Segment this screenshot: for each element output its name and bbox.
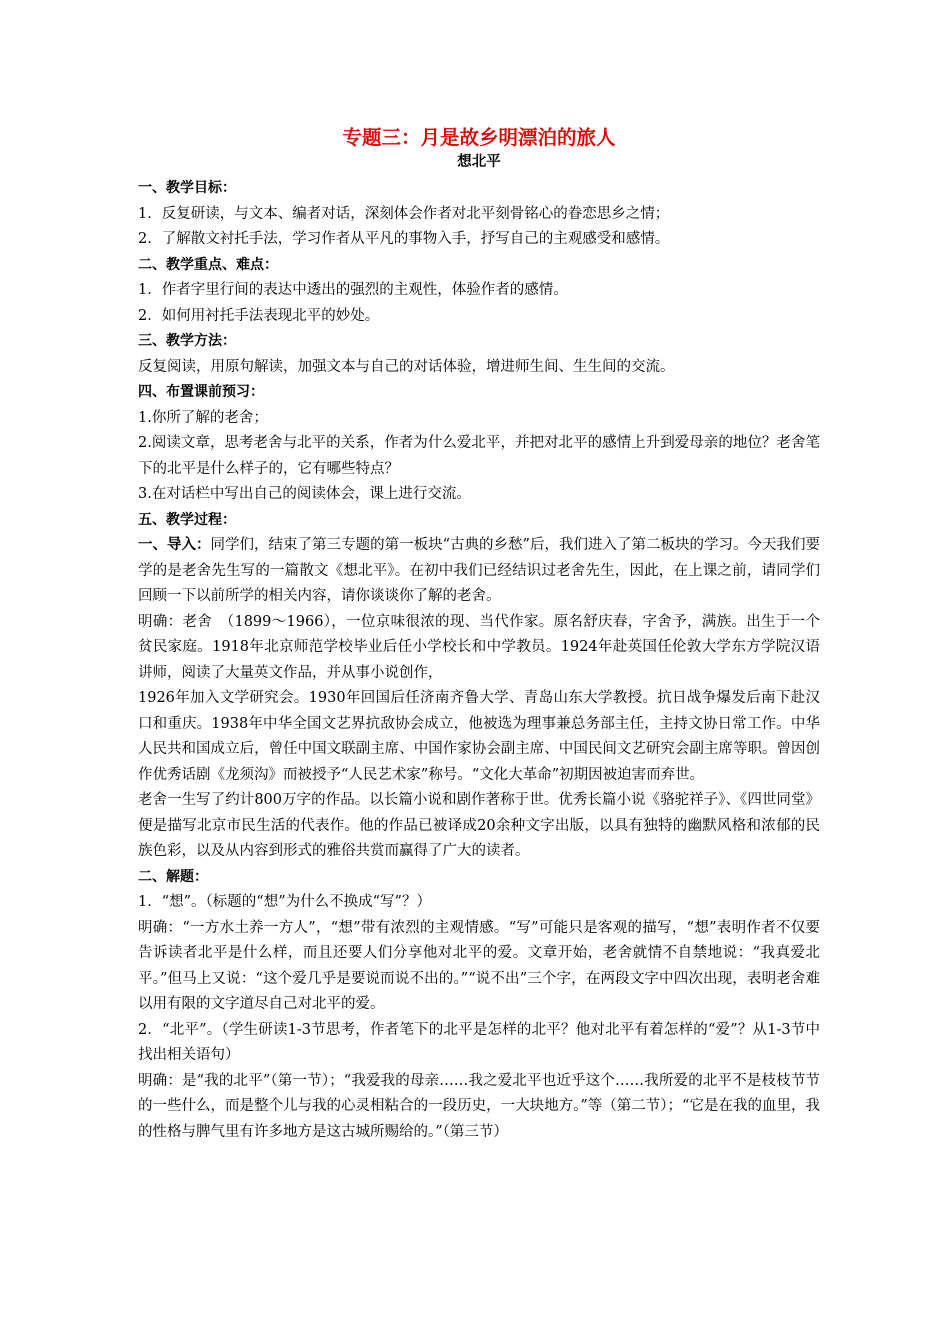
preview-item: 1.你所了解的老舍； (138, 409, 268, 426)
section-heading-title-analysis: 二、解题： (138, 868, 208, 885)
document-page (138, 120, 820, 1145)
document-title: 专题三：月是故乡明漂泊的旅人 (342, 126, 616, 149)
objective-item: 1．反复研读，与文本、编者对话，深刻体会作者对北平刻骨铭心的眷恋思乡之情； (138, 205, 670, 222)
section-heading-methods: 三、教学方法： (138, 333, 236, 349)
bio-paragraph: 1926年加入文学研究会。1930年回国后任济南齐鲁大学、青岛山东大学教授。抗日战争爆发后南下赴汉口和重庆。1938年中华全国文艺界抗敌协会成立，他被选为理事兼总务部主任，主持文协日常工作。中华人民共和国成立后，曾任中国文联副主席、中国作家协会副主席、中国民间文艺研究会副主席等职。曾因创作优秀话剧《龙须沟》而被授予“人民艺术家”称号。“文化大革命”初期因被迫害而弃世。 (138, 690, 820, 783)
intro-label: 一、导入： (138, 537, 211, 553)
key-point-item: 2．如何用衬托手法表现北平的妙处。 (138, 307, 380, 324)
question-item: 2．“北平”。（学生研读1-3节思考，作者笔下的北平是怎样的北平？他对北平有着怎样的“爱”？从1-3节中找出相关语句） (138, 1021, 820, 1063)
question-item: 1．“想”。（标题的“想”为什么不换成“写”？） (138, 894, 431, 910)
answer-paragraph: 明确：是“我的北平”（第一节）；“我爱我的母亲……我之爱北平也近乎这个……我所爱的北平不是枝枝节节的一些什么，而是整个儿与我的心灵相粘合的一段历史，一大块地方。”等（第二节）；“它是在我的血里，我的性格与脾气里有许多地方是这古城所赐给的。”（第三节） (138, 1072, 820, 1140)
section-heading-process: 五、教学过程： (138, 511, 236, 528)
preview-item: 3.在对话栏中写出自己的阅读体会，课上进行交流。 (138, 486, 471, 502)
bio-paragraph: 明确：老舍 （1899～1966），一位京味很浓的现、当代作家。原名舒庆春，字舍予，满族。出生于一个贫民家庭。1918年北京师范学校毕业后任小学校长和中学教员。1924年赴英国任伦敦大学东方学院汉语讲师，阅读了大量英文作品，并从事小说创作， (138, 613, 820, 681)
key-point-item: 1．作者字里行间的表达中透出的强烈的主观性，体验作者的感情。 (138, 282, 568, 298)
intro-paragraph (138, 533, 820, 610)
intro-text: 同学们，结束了第三专题的第一板块“古典的乡愁”后，我们进入了第二板块的学习。今天我们要学的是老舍先生写的一篇散文《想北平》。在初中我们已经结识过老舍先生，因此，在上课之前，请同学们回顾一下以前所学的相关内容，请你谈谈你了解的老舍。 (138, 537, 821, 604)
methods-text: 反复阅读，用原句解读，加强文本与自己的对话体验，增进师生间、生生间的交流。 (138, 358, 675, 375)
answer-paragraph: 明确：“一方水土养一方人”，“想”带有浓烈的主观情感。“写”可能只是客观的描写，“想”表明作者不仅要告诉读者北平是什么样，而且还要人们分享他对北平的爱。文章开始，老舍就情不自禁地说：“我真爱北平。”但马上又说：“这个爱几乎是要说而说不出的。”“说不出”三个字，在两段文字中四次出现，表明老舍难以用有限的文字道尽自己对北平的爱。 (138, 919, 820, 1012)
document-subtitle: 想北平 (457, 154, 501, 170)
section-heading-objectives: 一、教学目标： (138, 180, 236, 196)
preview-item: 2.阅读文章，思考老舍与北平的关系，作者为什么爱北平，并把对北平的感情上升到爱母亲的地位？老舍笔下的北平是什么样子的，它有哪些特点？ (138, 435, 820, 477)
section-heading-key-points: 二、教学重点、难点： (138, 256, 278, 273)
objective-item: 2．了解散文衬托手法，学习作者从平凡的事物入手，抒写自己的主观感受和感情。 (138, 231, 670, 247)
section-heading-preview: 四、布置课前预习： (138, 384, 264, 400)
bio-paragraph: 老舍一生写了约计800万字的作品。以长篇小说和剧作著称于世。优秀长篇小说《骆驼祥子》、《四世同堂》便是描写北京市民生活的代表作。他的作品已被译成20余种文字出版，以具有独特的幽默风格和浓郁的民族色彩，以及从内容到形式的雅俗共赏而赢得了广大的读者。 (138, 792, 820, 859)
